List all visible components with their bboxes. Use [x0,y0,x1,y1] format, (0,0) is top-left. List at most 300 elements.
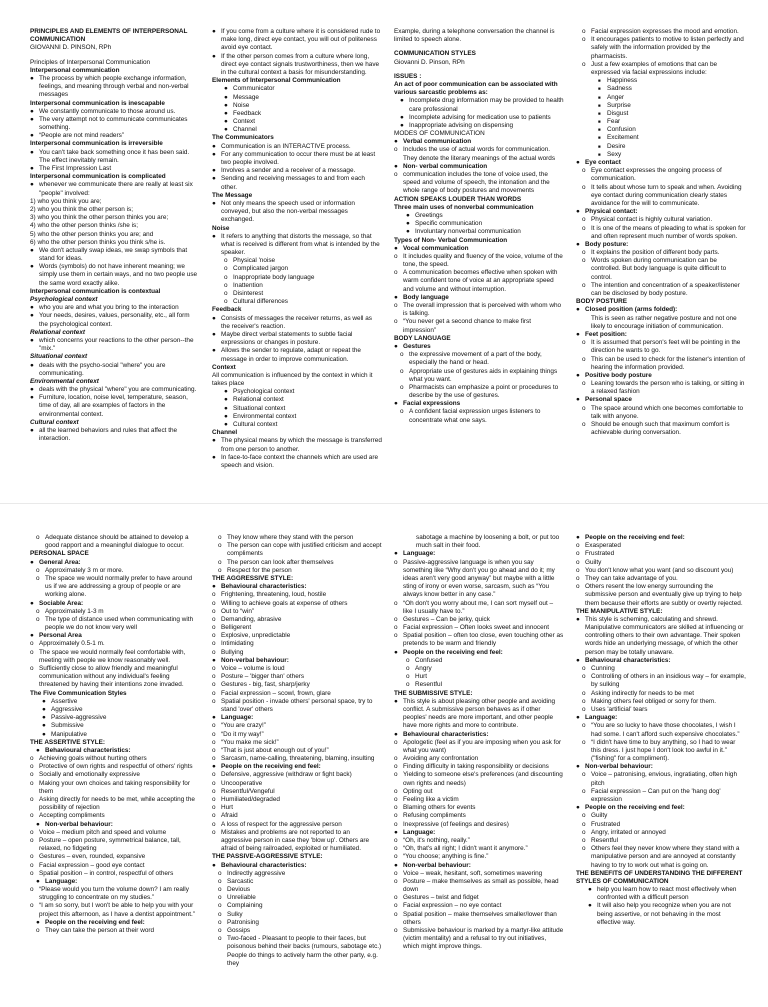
bullet-icon: o [582,836,586,844]
list-item-text: Finding difficulty in taking responsibility or decisions [403,763,549,771]
list-item [576,184,746,209]
section-heading: THE AGGRESSIVE STYLE: [212,574,294,582]
bullet-icon: o [394,252,398,260]
bullet-icon: o [582,828,586,836]
bullet-icon: ● [224,421,228,428]
list-item [30,304,200,312]
list-item [212,53,382,78]
list-item-text: Happiness [607,77,638,85]
list-item [212,413,382,421]
list-item [212,649,382,657]
list-item [212,583,382,591]
list-item [212,780,382,788]
bullet-icon: ● [42,730,46,738]
bullet-icon: o [212,787,216,795]
bullet-icon: ● [400,113,404,121]
list-item-text: Humiliated/degraded [221,796,280,803]
list-item [30,747,200,755]
bullet-icon: ● [576,804,580,812]
bullet-icon: ■ [598,143,601,149]
bullet-icon: o [218,566,222,574]
section-heading: BODY LANGUAGE [394,334,451,342]
list-item [212,110,382,118]
bullet-icon: ● [30,386,34,394]
list-item-text: Hurt [415,673,428,681]
list-item-text: Personal Area [39,632,82,640]
list-item-text: Communicator [233,85,275,93]
list-item [576,706,746,714]
list-item [212,118,382,126]
list-item [394,788,564,796]
bullet-icon: o [36,574,40,582]
bullet-icon: o [394,812,398,820]
bullet-icon: o [30,771,34,779]
list-item-text: Allows the sender to regulate, adapt or repeat the message in order to improve communication. [221,347,361,363]
bullet-icon: o [30,665,34,672]
list-item [576,151,746,159]
list-item [576,241,746,249]
bullet-icon: o [218,542,222,550]
list-item-text: Situational context [233,404,286,412]
bullet-icon: o [224,257,228,265]
bullet-icon: o [218,869,222,877]
list-item-text: Guilty [591,812,608,820]
bullet-icon: ● [212,714,216,722]
list-item [394,600,564,616]
list-item-text: Spatial position – often too close, even touching other as pretends to be warm and friendly [403,632,564,648]
list-item [212,870,382,878]
list-item-text: Cunning [591,665,615,672]
bullet-icon: o [582,224,586,232]
bullet-icon: ● [212,232,216,240]
list-item-text: Refusing compliments [403,812,466,820]
list-item [394,665,564,673]
bullet-icon: o [218,927,222,934]
list-item [30,731,200,739]
list-item [30,394,200,419]
list-item [212,698,382,714]
list-item-text: Fear [607,118,621,126]
list-item-text: Respect for the person [227,566,292,574]
list-item-text: Inappropriate advising on dispensing [409,121,514,129]
list-item [576,771,746,787]
list-item [212,388,382,396]
bullet-icon: o [212,607,216,615]
list-item-text: Angry [415,665,432,672]
list-item [30,714,200,722]
list-item [212,315,382,331]
list-item [212,559,382,567]
list-item-text: Furniture, location, noise level, temperature, season, time of day, all are examples of factors in the environmental context. [39,394,188,418]
list-item [576,102,746,110]
list-item [30,886,200,902]
paragraph: All communication is influenced by the context in which it takes place [212,371,373,388]
list-item-text: Your needs, desires, values, personality, etc., all form the psychological context. [39,312,190,328]
bullet-icon: ● [406,228,410,236]
bullet-icon: o [582,845,586,853]
list-item [212,616,382,624]
list-item-text: Voice – patronising, envious, ingratiating, often high pitch [591,771,738,787]
section-heading: Types of Non- Verbal Communication [394,236,508,244]
bullet-icon: o [394,771,398,779]
section-heading: Context [212,363,236,371]
list-item [30,567,200,575]
list-item [30,632,200,640]
list-item [576,110,746,118]
list-item [576,665,746,673]
list-item-text: “I didn't have time to buy anything, so I had to wear this dress. I just hope I don't look too awful in it.” ("fishing" for a compliment). [591,738,736,763]
list-item [30,132,200,140]
section-heading: Interpersonal communication is complicated [30,173,166,181]
list-item [576,28,746,36]
list-item-text: Sufficiently close to allow friendly and meaningful communication without any individual's feeling threatened by having their intentions zone invaded. [39,665,184,689]
list-item [30,165,200,173]
bullet-icon: ● [212,583,216,591]
list-item-text: Leaning towards the person who is talking, or sitting in a relaxed fashion [591,380,745,396]
list-item-text: The space we would normally prefer to have around us if we are addressing a group of people or are working alone. [45,574,193,599]
list-item [30,149,200,165]
list-item-text: Confusion [607,126,636,134]
section-heading: PRINCIPLES AND ELEMENTS OF INTERPERSONAL COMMUNICATION [30,28,188,44]
bullet-icon: o [36,927,40,934]
list-item [394,739,564,755]
list-item [212,534,382,542]
list-item [576,567,746,575]
list-item [576,77,746,85]
section-heading: THE SUBMISSIVE STYLE: [394,689,473,697]
list-item-text: Voice – medium pitch and speed and volume [39,828,167,836]
bullet-icon: o [218,877,222,885]
bullet-icon: ● [394,730,398,738]
list-item-text: People on the receiving end feel: [403,648,503,656]
bullet-icon: ● [30,115,34,123]
list-item-text: You can't take back something once it has been said. The effect inevitably remain. [39,148,190,164]
list-item [212,233,382,258]
document-page-2 [0,503,768,1007]
section-heading: ACTION SPEAKS LOUDER THAN WORDS [394,195,522,203]
list-item [576,542,746,550]
list-item-text: Specific communication [415,220,483,228]
section-heading: THE MANIPULATIVE STYLE: [576,607,663,615]
list-item [212,902,382,910]
bullet-icon: ● [30,312,34,320]
list-item [30,263,200,288]
bullet-icon: o [582,689,586,697]
list-item [576,143,746,151]
list-item-text: Sadness [607,85,632,93]
bullet-icon: o [394,632,398,640]
list-item-text: Gestures [403,342,431,350]
bullet-icon: ● [30,165,34,172]
list-item [212,804,382,812]
list-item-text: Belligerent [221,624,252,632]
bullet-icon: o [394,820,398,828]
column-1 [30,28,200,470]
paragraph: 5) who the other person thinks you are; and [30,230,154,238]
bullet-icon: o [30,869,34,877]
list-item [212,421,382,429]
subsection-heading: Environmental context [30,377,99,385]
list-item-text: communication includes the tone of voice used, the speed and volume of speech, the intonation and the whole range of body postures and movements [403,171,550,195]
list-item-text: Facial expression – scowl, frown, glare [221,689,331,697]
list-item-text: Just a few examples of emotions that can be expressed via facial expressions include: [591,60,718,76]
list-item [394,302,564,318]
list-item [212,437,382,453]
bullet-icon: ● [394,244,398,252]
list-item [30,853,200,861]
section-heading: Interpersonal communication [30,66,120,74]
list-item [576,167,746,183]
bullet-icon: o [30,640,34,648]
section-heading: Interpersonal communication is irreversible [30,140,163,148]
list-item-text: Uncooperative [221,779,263,787]
list-item-text: Facial expression – Often looks sweet and innocent [403,624,550,632]
list-item-text: Eye contact [585,159,621,166]
list-item-text: Out to “win” [221,607,255,615]
list-item [576,821,746,829]
paragraph: sabotage a machine by loosening a bolt, or put too much salt in their food. [416,534,560,550]
list-item [394,122,564,130]
bullet-icon: ● [30,246,34,254]
list-item-text: who you are and what you bring to the interaction [39,304,179,312]
list-item-text: Exasperated [585,542,621,550]
paragraph: Example, during a telephone conversation the channel is limited to speech alone. [394,28,555,44]
list-item-text: Intimidating [221,640,254,648]
list-item [30,362,200,378]
bullet-icon: o [36,607,40,615]
bullet-icon: o [400,383,404,391]
list-item-text: Non-verbal behaviour: [45,820,113,828]
list-item [576,85,746,93]
list-item-text: Blaming others for events [403,804,476,812]
bullet-icon: o [582,722,586,730]
list-item-text: Context [233,118,256,126]
list-item-text: It will also help you recognize when you are not being assertive, or not behaving in the most effective way. [597,902,731,926]
list-item [576,61,746,77]
list-item [30,649,200,665]
list-item-text: The physical means by which the message is transferred from one person to another. [221,437,382,453]
list-item [394,138,564,146]
bullet-icon: ● [212,199,216,207]
bullet-icon: o [582,216,586,224]
list-item [576,249,746,257]
list-item [394,212,564,220]
list-item [212,722,382,730]
list-item [394,559,564,600]
bullet-icon: ● [42,714,46,722]
bullet-icon: ● [394,550,398,558]
bullet-icon: ■ [598,119,601,125]
bullet-icon: o [30,763,34,771]
list-item [576,698,746,706]
section-heading: Interpersonal communication is contextual [30,287,161,295]
list-item-text: Sulky [227,910,243,918]
list-item-text: Asking directly for needs to be met, while accepting the possibility of rejection [39,796,195,812]
bullet-icon: o [400,408,404,416]
list-item [576,306,746,314]
bullet-icon: o [36,615,40,623]
list-item [212,796,382,804]
bullet-icon: ● [224,118,228,126]
list-item-text: Afraid [221,812,238,820]
list-item [30,870,200,878]
list-item [30,829,200,837]
list-item [394,408,564,424]
list-item-text: People on the receiving end feel: [45,918,145,926]
bullet-icon: o [224,265,228,273]
bullet-icon: o [394,853,398,861]
list-item [212,763,382,771]
list-item-text: Consists of messages the receiver returns, as well as the receiver's reaction. [221,314,372,330]
section-heading: COMMUNICATION STYLES [394,50,476,58]
list-item [394,763,564,771]
list-item [212,681,382,689]
list-item [576,829,746,837]
list-item-text: Physical 'noise [233,257,276,265]
bullet-icon: ● [576,615,580,623]
bullet-icon: o [218,902,222,910]
list-item-text: Submissive [51,722,84,730]
list-item-text: Cultural differences [233,298,288,306]
list-item-text: Disgust [607,109,629,117]
list-item-text: Should be enough such that maximum comfort is achievable during conversation. [591,421,730,437]
list-item [394,550,564,558]
bullet-icon: ● [42,697,46,705]
list-item [394,220,564,228]
list-item [576,331,746,339]
list-item [30,771,200,779]
bullet-icon: ● [576,396,580,404]
list-item [30,75,200,100]
list-item-text: Frightening, threatening, loud, hostile [221,591,327,599]
list-item-text: Positive body posture [585,371,652,379]
bullet-icon: ● [212,167,216,175]
list-item-text: Gossips [227,927,251,934]
bullet-icon: o [212,681,216,689]
list-item [212,331,382,347]
bullet-icon: ● [30,599,34,607]
section-heading: THE BENEFITS OF UNDERSTANDING THE DIFFERENT STYLES OF COMMUNICATION [576,869,743,885]
list-item-text: Non-verbal behaviour: [585,763,653,771]
bullet-icon: ● [30,427,34,434]
list-item [394,114,564,122]
bullet-icon: o [218,935,222,943]
section-heading: Feedback [212,306,242,314]
list-item-text: The overall impression that is perceived with whom who is talking. [403,302,562,318]
list-item [212,454,382,470]
list-item-text: The type of distance used when communicating with people we do not know very well [45,615,194,632]
list-item-text: Behavioural characteristics: [45,746,131,754]
list-item [30,919,200,927]
list-item-text: Gestures – even, rounded, expansive [39,853,146,861]
list-item-text: Passive-aggressive [51,714,107,722]
bullet-icon: o [212,591,216,599]
column-2 [212,534,382,968]
list-item-text: Body language [403,293,449,301]
list-item [212,265,382,273]
bullet-icon: o [218,910,222,918]
bullet-icon: o [582,281,586,289]
list-item [394,649,564,657]
list-item-text: Behavioural characteristics: [221,583,307,591]
list-item-text: Inattention [233,281,263,289]
list-item-text: People on the receiving end feel: [221,763,321,771]
bullet-icon: o [30,648,34,656]
paragraph: 4) who the other person thinks /she is; [30,222,138,230]
bullet-icon: ● [30,361,34,369]
list-item [394,253,564,269]
list-item-text: Protective of own rights and respectful of others' rights [39,763,193,771]
list-item-text: Involves a sender and a receiver of a message. [221,167,356,175]
bullet-icon: ■ [598,110,601,116]
bullet-icon: o [394,624,398,632]
bullet-icon: ● [394,138,398,146]
bullet-icon: ● [394,293,398,301]
list-item-text: Not only means the speech used or information conveyed, but also the non-verbal messages exchanged. [221,199,355,224]
list-item-text: We constantly communicate to those around us. [39,107,176,115]
list-item-text: Environmental context [233,412,297,420]
list-item-text: Yielding to someone else's preferences (and discounting own rights and needs) [403,771,563,787]
list-item-text: A confident facial expression urges listeners to concentrate what one says. [409,408,541,424]
paragraph: 1) who you think you are; [30,197,102,205]
paragraph: MODES OF COMMUNICATION [394,130,485,138]
bullet-icon: o [406,673,410,681]
bullet-icon: ● [30,336,34,344]
list-item-text: Confused [415,656,443,664]
list-item [576,673,746,689]
list-item [394,657,564,665]
list-item [394,902,564,910]
list-item-text: Includes the use of actual words for communication. They denote the literary meanings of the actual words [403,146,556,162]
column-4 [576,534,746,968]
list-item-text: Disinterest [233,290,264,297]
list-item-text: Eye contact expresses the ongoing process of communication. [591,167,722,183]
bullet-icon: o [212,771,216,779]
bullet-icon: o [394,927,398,934]
column-2 [212,28,382,470]
list-item-text: For any communication to occur there must be at least two people involved. [221,150,376,166]
list-item-text: Language: [403,828,436,836]
subsection-heading: Relational context [30,328,86,336]
list-item [30,698,200,706]
list-item-text: Relational context [233,396,284,404]
list-item [212,886,382,894]
list-item-text: Approximately 0.5-1 m. [39,640,105,648]
bullet-icon: o [394,269,398,277]
list-item [576,372,746,380]
bullet-icon: o [212,804,216,812]
list-item-text: Incomplete drug information may be provided to health care professional [409,97,564,113]
bullet-icon: o [576,558,580,566]
list-item-text: Feeling like a victim [403,796,459,803]
list-item-text: Patronising [227,918,259,926]
list-item [212,405,382,413]
list-item [576,339,746,355]
bullet-icon: ● [224,126,228,134]
list-item-text: Verbal communication [403,138,472,146]
list-item [212,347,382,363]
list-item-text: It tells about whose turn to speak and when. Avoiding eye contact during communication clearly states avoidance for the will to communicate. [591,183,742,207]
list-item [394,845,564,853]
bullet-icon: o [394,796,398,803]
list-item-text: Frustrated [585,550,615,558]
list-item-text: Behavioural characteristics: [221,861,307,869]
list-item-text: Noise [233,101,250,109]
bullet-icon: o [218,558,222,566]
bullet-icon: ● [394,162,398,170]
list-item-text: Non-verbal behaviour: [221,656,289,664]
list-item [394,796,564,804]
